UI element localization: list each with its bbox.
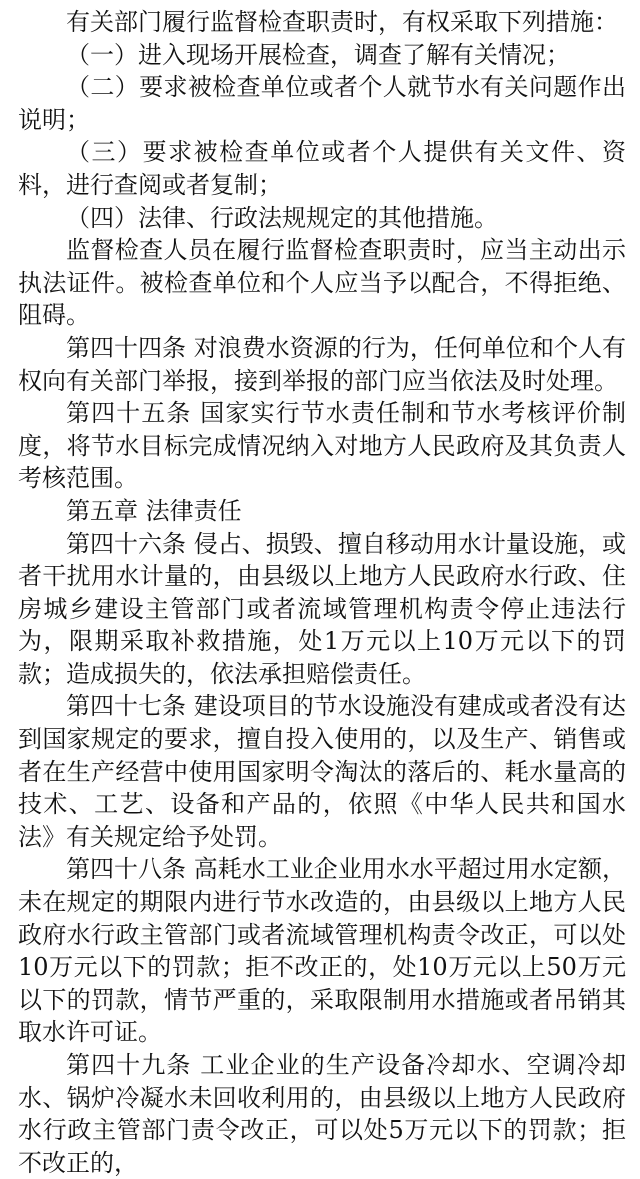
paragraph-inspector-credentials: 监督检查人员在履行监督检查职责时，应当主动出示执法证件。被检查单位和个人应当予以配合，不得拒绝、阻碍。 — [18, 236, 626, 330]
paragraph-measure-1: （一）进入现场开展检查，调查了解有关情况； — [66, 40, 570, 69]
paragraph-article-47: 第四十七条 建设项目的节水设施没有建成或者没有达到国家规定的要求，擅自投入使用的，以及生产、销售或者在生产经营中使用国家明令淘汰的落后的、耗水量高的技术、工艺、设备和产品的，依照《中华人民共和国水法》有关规定给予处罚。 — [18, 692, 626, 851]
paragraph-article-46: 第四十六条 侵占、损毁、擅自移动用水计量设施，或者干扰用水计量的，由县级以上地方人民政府水行政、住房城乡建设主管部门或者流域管理机构责令停止违法行为，限期采取补救措施，处1万元以上10万元以下的罚款；造成损失的，依法承担赔偿责任。 — [18, 529, 626, 688]
paragraph-measure-2: （二）要求被检查单位或者个人就节水有关问题作出说明； — [18, 73, 626, 134]
paragraph-measure-3: （三）要求被检查单位或者个人提供有关文件、资料，进行查阅或者复制； — [18, 138, 626, 199]
paragraph-inspection-measures: 有关部门履行监督检查职责时，有权采取下列措施： — [66, 8, 618, 36]
paragraph-article-48: 第四十八条 高耗水工业企业用水水平超过用水定额，未在规定的期限内进行节水改造的，由县级以上地方人民政府水行政主管部门或者流域管理机构责令改正，可以处10万元以下的罚款；拒不改正的，处10万元以上50万元以下的罚款，情节严重的，采取限制用水措施或者吊销其取水许可证。 — [18, 855, 626, 1047]
chapter-heading: 第五章 法律责任 — [66, 496, 242, 525]
paragraph-article-49: 第四十九条 工业企业的生产设备冷却水、空调冷却水、锅炉冷凝水未回收利用的，由县级以上地方人民政府水行政主管部门责令改正，可以处5万元以下的罚款；拒不改正的， — [18, 1051, 626, 1177]
paragraph-article-45: 第四十五条 国家实行节水责任制和节水考核评价制度，将节水目标完成情况纳入对地方人民政府及其负责人考核范围。 — [18, 399, 626, 493]
paragraph-article-44: 第四十四条 对浪费水资源的行为，任何单位和个人有权向有关部门举报，接到举报的部门应当依法及时处理。 — [18, 333, 626, 395]
paragraph-measure-4: （四）法律、行政法规规定的其他措施。 — [66, 203, 498, 232]
